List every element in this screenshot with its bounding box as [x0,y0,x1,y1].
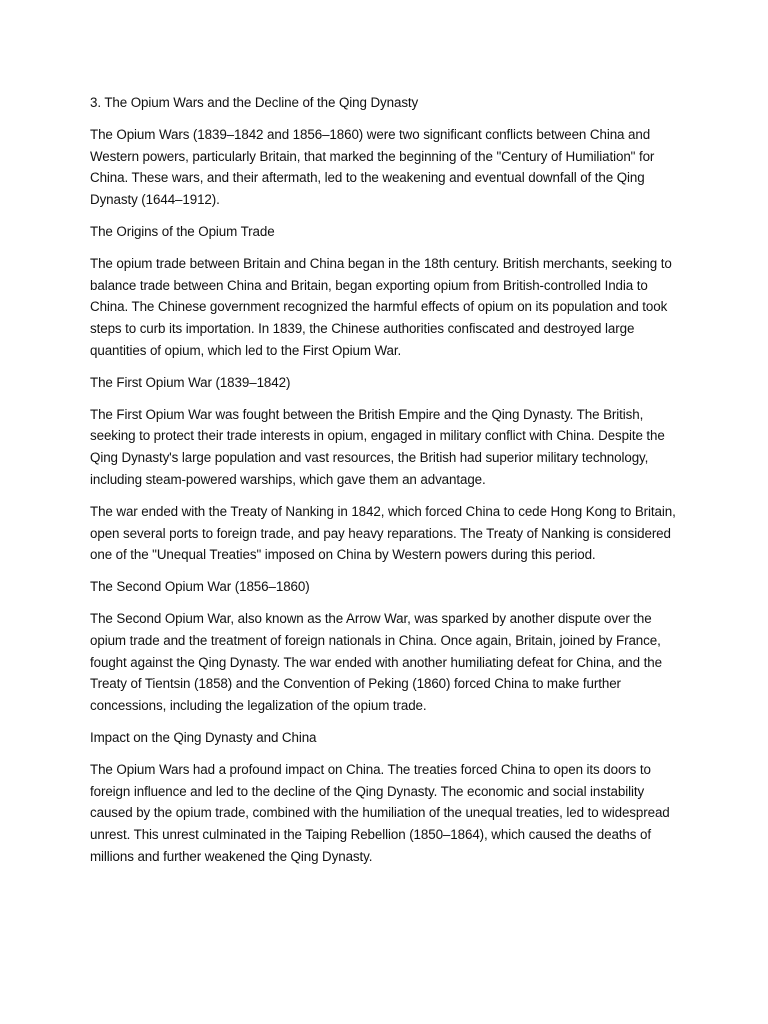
section-paragraph: The opium trade between Britain and China began in the 18th century. British merchants, seeking to balance trade between China and Britain, began exporting opium from British-controlled India to China. The Chinese government recognized the harmful effects of opium on its population and took steps to curb its importation. In 1839, the Chinese authorities confiscated and destroyed large quantities of opium, which led to the First Opium War. [90,255,672,358]
intro-paragraph: The Opium Wars (1839–1842 and 1856–1860) were two significant conflicts between China and Western powers, particularly Britain, that marked the beginning of the "Century of Humiliation" for China. These wars, and their aftermath, led to the weakening and eventual downfall of the Qing Dynasty (1644–1912). [90,126,655,208]
section-paragraph: The Opium Wars had a profound impact on China. The treaties forced China to open its doors to foreign influence and led to the decline of the Qing Dynasty. The economic and social instability caused by the opium trade, combined with the humiliation of the unequal treaties, led to widespread unrest. This unrest culminated in the Taiping Rebellion (1850–1864), which caused the deaths of millions and further weakened the Qing Dynasty. [90,761,670,864]
document-title: 3. The Opium Wars and the Decline of the Qing Dynasty [90,95,419,110]
section-heading-impact: Impact on the Qing Dynasty and China [90,729,317,745]
section-heading-origins: The Origins of the Opium Trade [90,223,275,239]
section-paragraph: The war ended with the Treaty of Nanking in 1842, which forced China to cede Hong Kong to Britain, open several ports to foreign trade, and pay heavy reparations. The Treaty of Nanking is considered one of the "Unequal Treaties" imposed on China by Western powers during this period. [90,503,676,563]
section-heading-second-war: The Second Opium War (1856–1860) [90,579,310,595]
document-page [90,92,682,878]
section-paragraph: The First Opium War was fought between the British Empire and the Qing Dynasty. The British, seeking to protect their trade interests in opium, engaged in military conflict with China. Despite the Qing Dynasty's large population and vast resources, the British had superior military technology, including steam-powered warships, which gave them an advantage. [90,406,665,487]
section-paragraph: The Second Opium War, also known as the Arrow War, was sparked by another dispute over the opium trade and the treatment of foreign nationals in China. Once again, Britain, joined by France, fought against the Qing Dynasty. The war ended with another humiliating defeat for China, and the Treaty of Tientsin (1858) and the Convention of Peking (1860) forced China to make further concessions, including the legalization of the opium trade. [90,610,662,714]
section-heading-first-war: The First Opium War (1839–1842) [90,374,291,390]
